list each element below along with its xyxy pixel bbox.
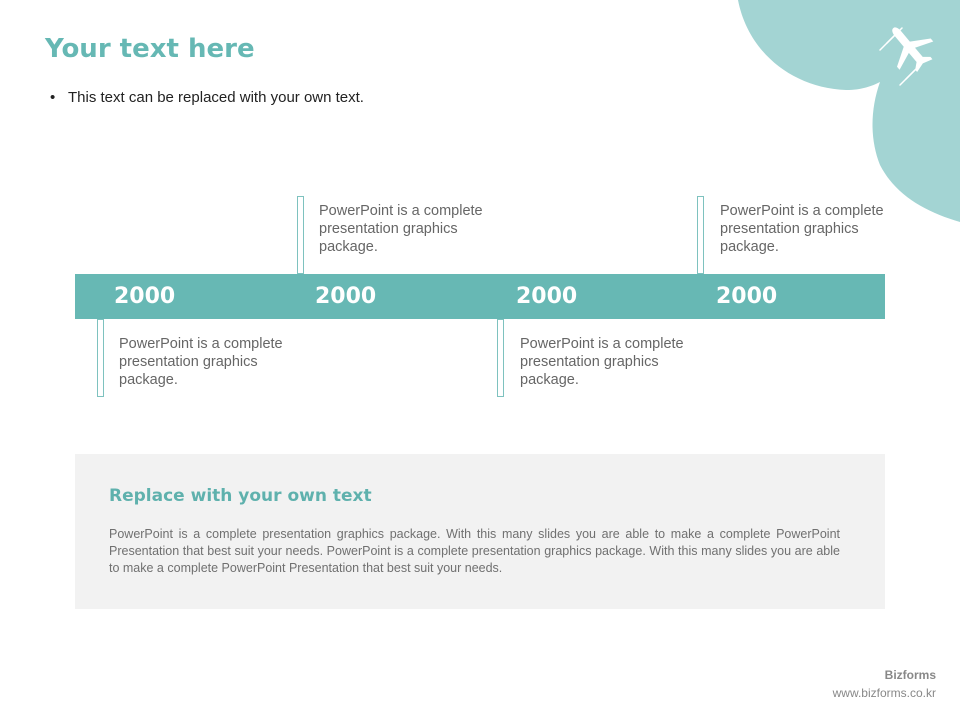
timeline-marker-1 [97,319,104,397]
footer-brand: Bizforms [884,668,936,682]
timeline-note-4: PowerPoint is a complete presentation graphics package. [720,203,884,255]
bullet-text [50,89,364,106]
timeline-note-3: PowerPoint is a complete presentation graphics package. [520,336,684,388]
timeline-year-3: 2000 [516,284,578,309]
timeline-marker-3 [497,319,504,397]
bullet-icon: • [50,89,56,106]
timeline-year-1: 2000 [114,284,176,309]
timeline-year-2: 2000 [315,284,377,309]
summary-title: Replace with your own text [109,486,372,506]
timeline-year-4: 2000 [716,284,778,309]
page-title: Your text here [45,34,255,64]
timeline-marker-2 [297,196,304,274]
summary-body: PowerPoint is a complete presentation graphics package. With this many slides you are able to make a complete PowerPoint Presentation that best suit your needs. PowerPoint is a complete presentation graphics package. With this many slides you are able to make a complete PowerPoint Presentation that best suit your needs. [109,527,840,575]
footer-url: www.bizforms.co.kr [832,686,936,700]
bullet-label: This text can be replaced with your own text. [68,89,364,106]
teal-blob [738,0,960,222]
timeline-note-2: PowerPoint is a complete presentation graphics package. [319,203,483,255]
timeline-note-1: PowerPoint is a complete presentation graphics package. [119,336,283,388]
timeline-marker-4 [697,196,704,274]
